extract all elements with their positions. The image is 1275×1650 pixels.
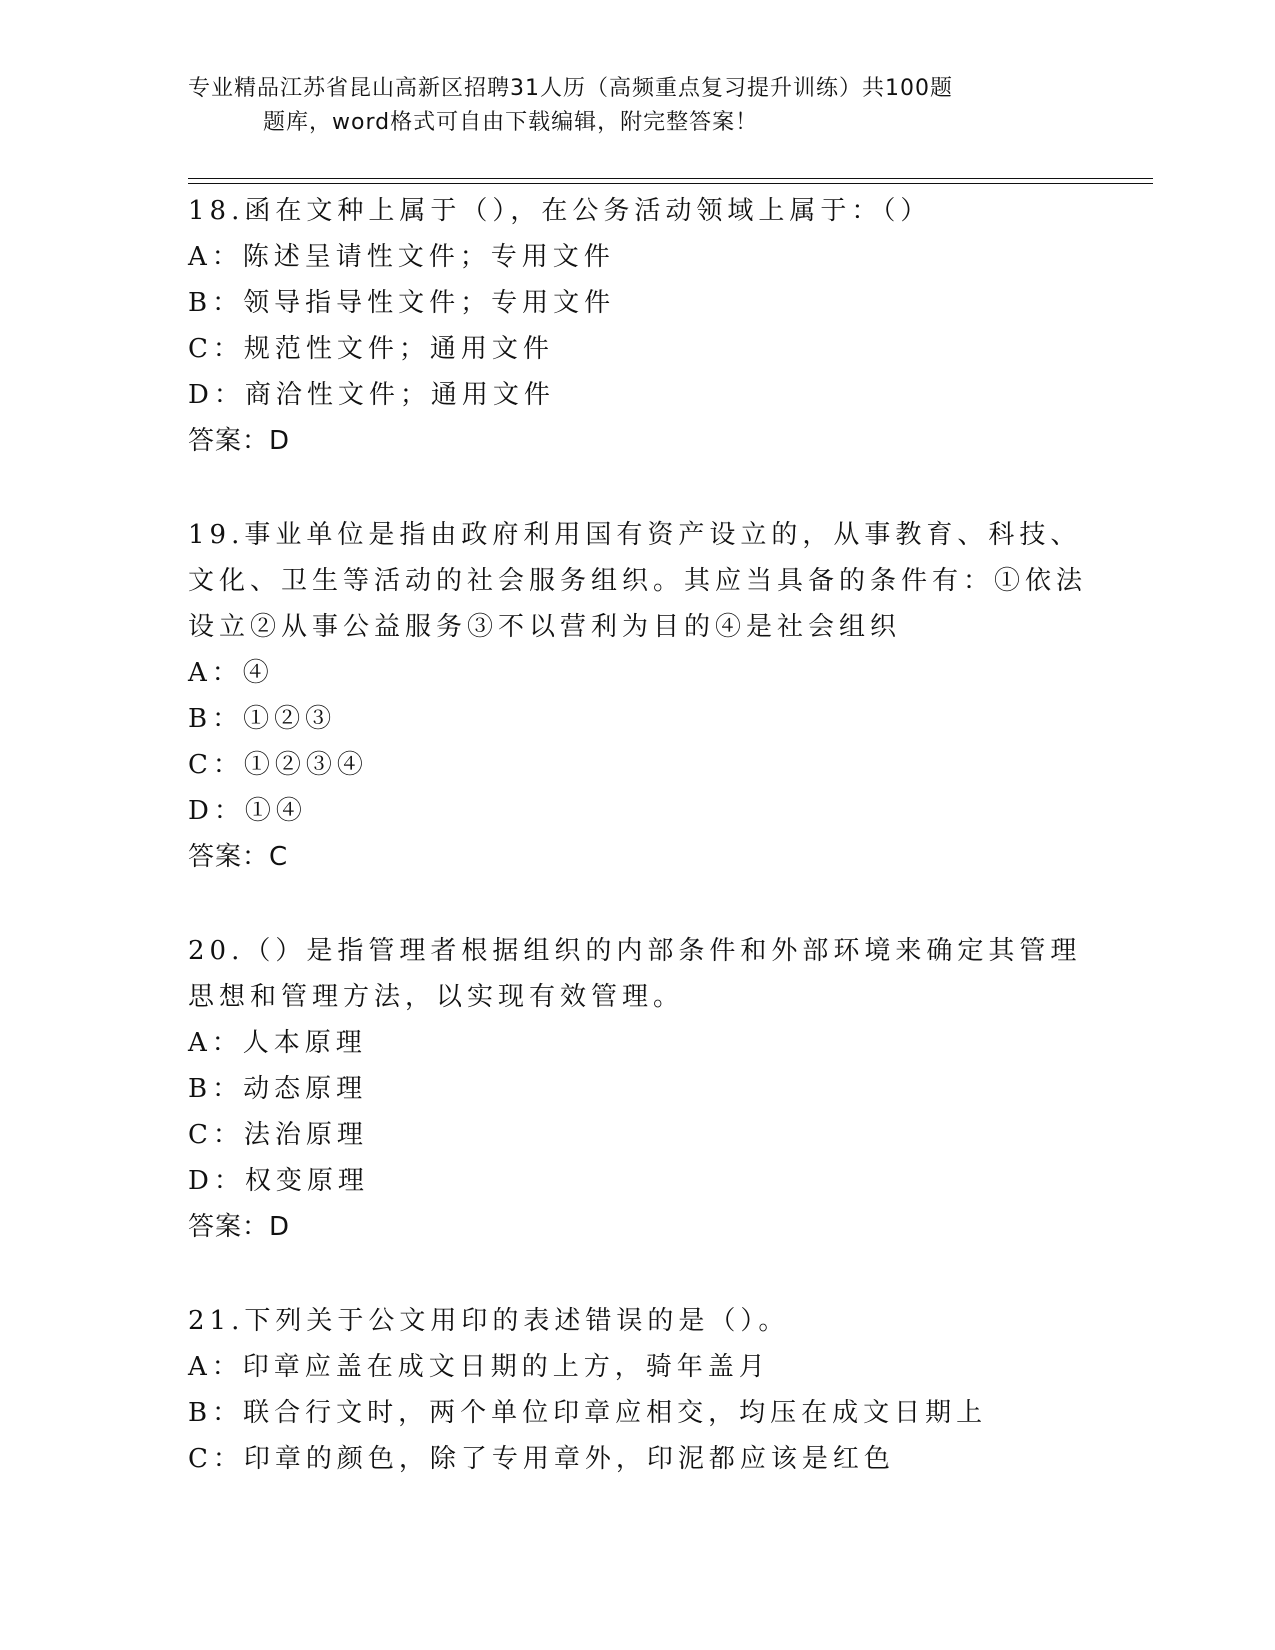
answer-line: 答案：D bbox=[188, 426, 291, 456]
option-b: B：动态原理 bbox=[188, 1074, 368, 1104]
option-d: D：商洽性文件；通用文件 bbox=[188, 380, 555, 410]
option-a: A：④ bbox=[188, 658, 274, 688]
option-b: B：①②③ bbox=[188, 704, 337, 734]
question-spacer bbox=[188, 1250, 1088, 1298]
option-b: B：领导指导性文件；专用文件 bbox=[188, 288, 616, 318]
option-b: B：联合行文时，两个单位印章应相交，均压在成文日期上 bbox=[188, 1398, 988, 1428]
question-spacer bbox=[188, 464, 1088, 512]
header-line-1: 专业精品江苏省昆山高新区招聘31人历（高频重点复习提升训练）共100题 bbox=[188, 76, 953, 101]
option-c: C：印章的颜色，除了专用章外，印泥都应该是红色 bbox=[188, 1444, 895, 1474]
question-list bbox=[188, 188, 1088, 1482]
question-21 bbox=[188, 1298, 1088, 1482]
option-d: D：权变原理 bbox=[188, 1166, 369, 1196]
question-spacer bbox=[188, 880, 1088, 928]
option-c: C：①②③④ bbox=[188, 750, 368, 780]
question-18 bbox=[188, 188, 1088, 464]
option-a: A：陈述呈请性文件；专用文件 bbox=[188, 242, 615, 272]
answer-line: 答案：D bbox=[188, 1212, 291, 1242]
question-text: 20.（）是指管理者根据组织的内部条件和外部环境来确定其管理思想和管理方法，以实现有效管理。 bbox=[188, 936, 1082, 1012]
option-d: D：①④ bbox=[188, 796, 307, 826]
option-c: C：规范性文件；通用文件 bbox=[188, 334, 554, 364]
question-text: 21.下列关于公文用印的表述错误的是（）。 bbox=[188, 1306, 790, 1336]
header-line-2: 题库，word格式可自由下载编辑，附完整答案！ bbox=[263, 110, 759, 135]
option-a: A：印章应盖在成文日期的上方，骑年盖月 bbox=[188, 1352, 770, 1382]
question-text: 18.函在文种上属于（），在公务活动领域上属于：（） bbox=[188, 196, 932, 226]
option-a: A：人本原理 bbox=[188, 1028, 367, 1058]
option-c: C：法治原理 bbox=[188, 1120, 368, 1150]
question-text: 19.事业单位是指由政府利用国有资产设立的，从事教育、科技、文化、卫生等活动的社会服务组织。其应当具备的条件有：①依法设立②从事公益服务③不以营利为目的④是社会组织 bbox=[188, 520, 1088, 642]
header-rule-top bbox=[188, 178, 1153, 179]
question-19 bbox=[188, 512, 1088, 880]
document-header bbox=[188, 72, 1068, 140]
answer-line: 答案：C bbox=[188, 842, 289, 872]
header-rule-bottom bbox=[188, 183, 1153, 184]
question-20 bbox=[188, 928, 1088, 1250]
